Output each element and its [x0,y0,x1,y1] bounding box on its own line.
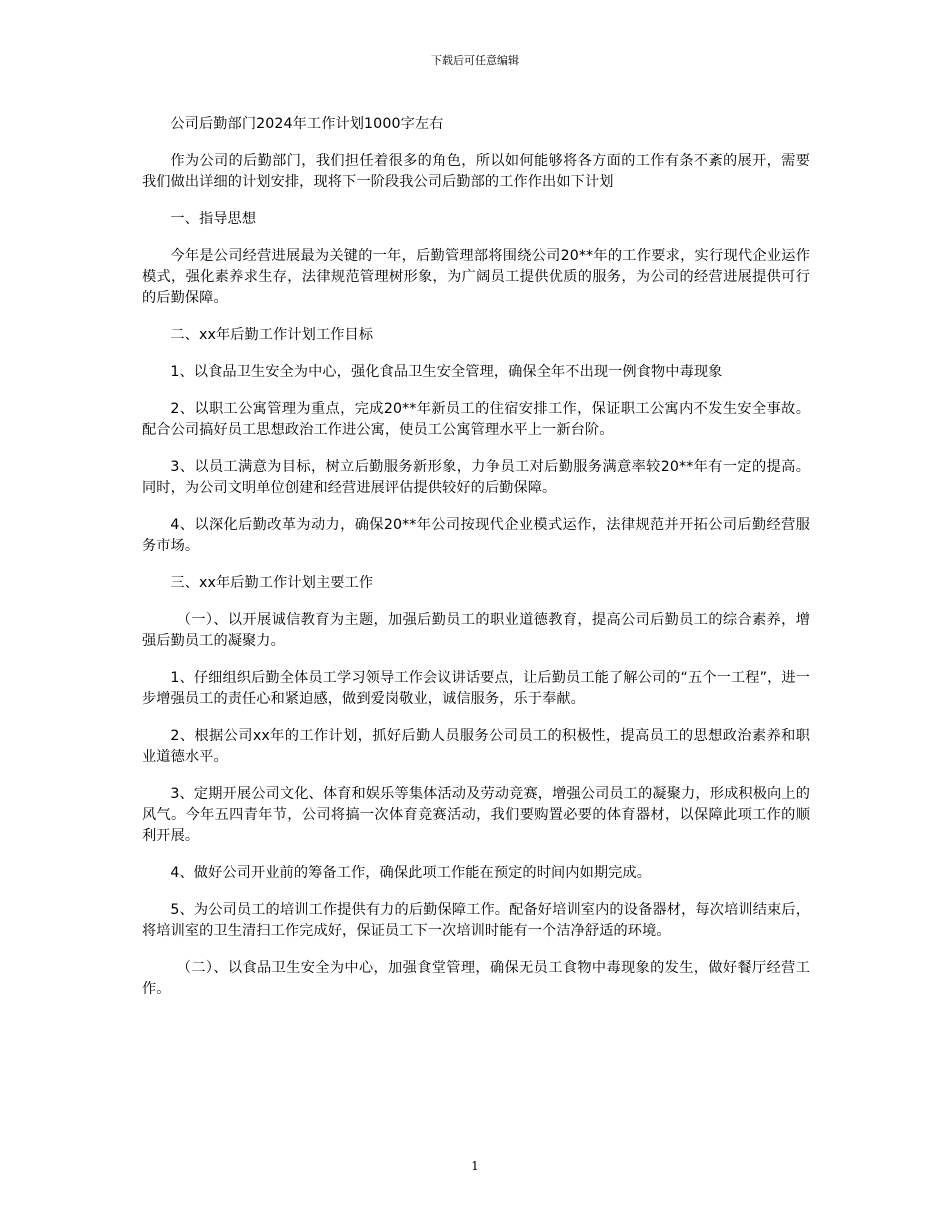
task-item: 2、根据公司xx年的工作计划，抓好后勤人员服务公司员工的积极性，提高员工的思想政治素养和职业道德水平。 [142,728,810,765]
section-heading-guiding-thought: 一、指导思想 [170,211,257,227]
page-header: 下载后可任意编辑 [431,54,519,67]
intro-paragraph: 作为公司的后勤部门，我们担任着很多的角色，所以如何能够将各方面的工作有条不紊的展开，需要我们做出详细的计划安排，现将下一阶段我公司后勤部的工作作出如下计划 [142,153,810,190]
goal-item: 4、以深化后勤改革为动力，确保20**年公司按现代企业模式运作，法律规范并开拓公司后勤经营服务市场。 [142,517,810,554]
task-item: 1、仔细组织后勤全体员工学习领导工作会议讲话要点，让后勤员工能了解公司的“五个一工程”，进一步增强员工的责任心和紧迫感，做到爱岗敬业，诚信服务，乐于奉献。 [142,670,810,707]
guiding-thought-paragraph: 今年是公司经营进展最为关键的一年，后勤管理部将围绕公司20**年的工作要求，实行现代企业运作模式，强化素养求生存，法律规范管理树形象，为广阔员工提供优质的服务，为公司的经营进展提供可行的后勤保障。 [142,248,810,306]
section-heading-goals: 二、xx年后勤工作计划工作目标 [170,327,374,343]
goal-item: 1、以食品卫生安全为中心，强化食品卫生安全管理，确保全年不出现一例食物中毒现象 [170,364,723,380]
subsection-heading-integrity-education: （一）、以开展诚信教育为主题，加强后勤员工的职业道德教育，提高公司后勤员工的综合素养，增强后勤员工的凝聚力。 [142,612,810,649]
task-item: 4、做好公司开业前的筹备工作，确保此项工作能在预定的时间内如期完成。 [170,865,652,881]
goal-item: 3、以员工满意为目标，树立后勤服务新形象，力争员工对后勤服务满意率较20**年有一定的提高。同时，为公司文明单位创建和经营进展评估提供较好的后勤保障。 [142,459,810,496]
task-item: 3、定期开展公司文化、体育和娱乐等集体活动及劳动竞赛，增强公司员工的凝聚力，形成积极向上的风气。今年五四青年节，公司将搞一次体育竞赛活动，我们要购置必要的体育器材，以保障此项工作的顺利开展。 [142,786,810,844]
section-heading-main-work: 三、xx年后勤工作计划主要工作 [170,575,374,591]
page-number: 1 [471,1159,479,1173]
document-title: 公司后勤部门2024年工作计划1000字左右 [170,116,444,132]
document-body [142,114,810,1016]
subsection-heading-food-safety: （二）、以食品卫生安全为中心，加强食堂管理，确保无员工食物中毒现象的发生，做好餐厅经营工作。 [142,960,810,997]
goal-item: 2、以职工公寓管理为重点，完成20**年新员工的住宿安排工作，保证职工公寓内不发生安全事故。配合公司搞好员工思想政治工作进公寓，使员工公寓管理水平上一新台阶。 [142,401,810,438]
task-item: 5、为公司员工的培训工作提供有力的后勤保障工作。配备好培训室内的设备器材，每次培训结束后，将培训室的卫生清扫工作完成好，保证员工下一次培训时能有一个洁净舒适的环境。 [142,902,810,939]
